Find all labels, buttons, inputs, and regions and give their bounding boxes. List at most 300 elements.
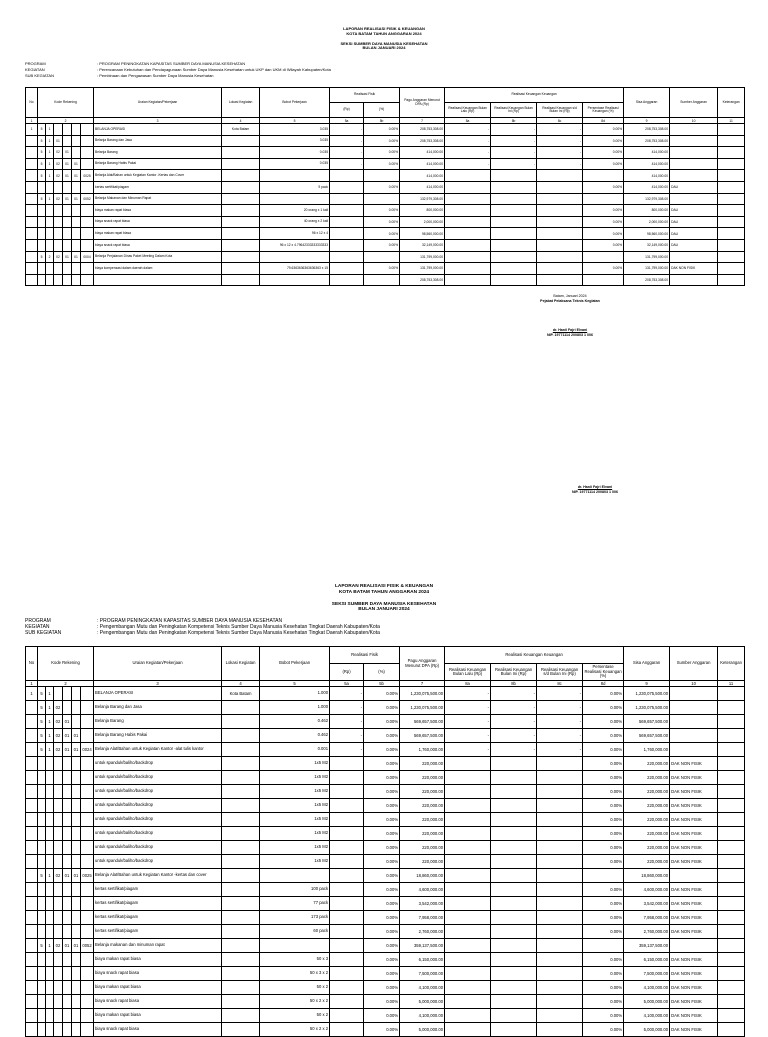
cell-pagu: 414,000.00 [400,147,445,159]
cell-kode [54,981,63,995]
cell-kode [38,757,46,771]
cell-kode: 5 [38,251,46,263]
cell-kode [63,967,72,981]
cell-sisa: 220,000.00 [624,855,670,869]
table-row [26,1023,745,1037]
cell-rk-lalu: - [445,124,491,136]
cell-kode [81,883,94,897]
cell-persen [583,170,624,182]
table-row [26,729,745,743]
cell-bobot [260,939,330,953]
cell-kode: 1 [46,135,54,147]
cell-kode: 5 [38,170,46,182]
cell-pagu: 569,657,500.00 [400,715,445,729]
cell-sisa: 6,150,000.00 [624,953,670,967]
cell-rk-lalu [445,939,491,953]
cell-no [26,274,38,286]
cell-sisa: 220,000.00 [624,827,670,841]
cell-pct: 0.00% [364,939,400,953]
cell-sisa: 32,149,000.00 [624,239,670,251]
table-row [26,687,745,701]
table-row [26,981,745,995]
cell-sisa: 131,799,000.00 [624,263,670,275]
title-line: LAPORAN REALISASI FISIK & KEUANGAN [334,584,434,589]
cell-kode: 0024 [81,743,94,757]
cell-kode [81,855,94,869]
cell-pagu: 220,000.00 [400,785,445,799]
cell-bobot: 1x5 M2 [260,855,330,869]
cell-persen: 0.00% [583,216,624,228]
cell-kode [38,274,46,286]
cell-persen: 0.00% [583,827,624,841]
table-row [26,855,745,869]
table-row [26,743,745,757]
cell-lokasi [222,827,260,841]
cell-no [26,925,38,939]
cell-rk-lalu [445,953,491,967]
cell-persen: 0.00% [583,228,624,240]
meta-row [25,630,380,636]
cell-kode [63,124,72,136]
cell-rk-ini [491,228,537,240]
cell-kode: 01 [63,147,72,159]
cell-kode: 1 [46,687,54,701]
cell-uraian: Belanja Makanan dan Minuman Rapat [94,193,222,205]
cell-kode [54,799,63,813]
cell-rk-ini [491,1023,537,1037]
cell-rk-sd: - [537,743,583,757]
report-table [25,87,745,286]
cell-pagu: 208,753,308.00 [400,274,445,286]
cell-kode [38,855,46,869]
cell-rp [330,181,364,193]
cell-sisa: 131,799,000.00 [624,251,670,263]
cell-lokasi [222,813,260,827]
cell-rk-sd [537,274,583,286]
cell-kode [63,771,72,785]
cell-rk-lalu [445,771,491,785]
cell-kode: 01 [72,158,81,170]
cell-kode [46,263,54,275]
cell-sisa: 4,600,000.00 [624,883,670,897]
cell-rk-sd [537,827,583,841]
table-row [26,193,745,205]
cell-sisa: 132,979,308.00 [624,193,670,205]
cell-kode [38,967,46,981]
cell-pagu: 220,000.00 [400,757,445,771]
cell-kode [38,1009,46,1023]
table-row [26,158,745,170]
cell-keterangan [718,135,745,147]
cell-bobot [260,274,330,286]
report-page-2 [0,540,768,1032]
cell-pagu: 5,000,000.00 [400,995,445,1009]
cell-pagu: 220,000.00 [400,841,445,855]
cell-kode [63,1023,72,1037]
cell-sumber [670,869,718,883]
signature-block [520,294,620,337]
cell-pagu: 4,100,000.00 [400,981,445,995]
cell-rk-ini [491,981,537,995]
cell-kode: 01 [63,939,72,953]
cell-kode [81,239,94,251]
cell-bobot: 9 pack [260,181,330,193]
cell-rk-lalu [445,869,491,883]
cell-pagu: 4,100,000.00 [400,1009,445,1023]
cell-kode [46,205,54,217]
cell-rk-lalu [445,911,491,925]
cell-kode [38,216,46,228]
title-line: KOTA BATAM TAHUN ANGGARAN 2024 [346,30,422,36]
cell-persen: 0.00% [583,771,624,785]
cell-kode [54,181,63,193]
cell-keterangan [718,701,745,715]
cell-sumber: DAK NON FISIK [670,263,718,275]
cell-rk-lalu [445,799,491,813]
cell-kode [38,239,46,251]
col-header-bobot: Bobot Pekerjaan [260,647,330,681]
cell-no [26,170,38,182]
cell-rk-ini [491,925,537,939]
cell-kode [72,785,81,799]
cell-rk-sd [537,939,583,953]
cell-uraian: Belanja Alat/Bahan untuk Kegiatan Kantor -kertas dan cover [94,869,222,883]
cell-kode [72,813,81,827]
cell-keterangan [718,193,745,205]
cell-rp [330,925,364,939]
cell-keterangan [718,911,745,925]
sign-name: dr. Hanii Fajri Elvani [552,327,588,332]
cell-no [26,228,38,240]
cell-kode [72,124,81,136]
cell-rp [330,841,364,855]
cell-no [26,701,38,715]
cell-keterangan [718,263,745,275]
cell-keterangan [718,228,745,240]
cell-rk-sd: - [537,135,583,147]
table-row [26,869,745,883]
cell-kode [63,263,72,275]
cell-pct: 0.00% [364,911,400,925]
cell-bobot: 1.000 [260,687,330,701]
cell-kode [46,785,54,799]
cell-kode: 01 [63,715,72,729]
cell-kode [54,1023,63,1037]
cell-uraian: BELANJA OPERASI [94,124,222,136]
cell-uraian: biaya makan rapat biasa [94,205,222,217]
cell-keterangan [718,239,745,251]
cell-sisa: 208,753,308.00 [624,274,670,286]
cell-no [26,967,38,981]
cell-rk-sd: - [537,715,583,729]
cell-kode: 01 [72,869,81,883]
report-table [25,646,745,1037]
cell-persen [583,193,624,205]
cell-keterangan [718,1009,745,1023]
table-row [26,701,745,715]
cell-kode [81,757,94,771]
cell-rk-sd: - [537,729,583,743]
cell-rk-ini [491,995,537,1009]
cell-uraian: biaya snack rapat biasa [94,239,222,251]
table-row [26,181,745,193]
cell-pagu: 359,137,500.00 [400,939,445,953]
cell-bobot: 1.000 [260,701,330,715]
cell-kode [46,813,54,827]
cell-pagu: 2,760,000.00 [400,925,445,939]
title-line: KOTA BATAM TAHUN ANGGARAN 2024 [338,589,430,595]
cell-kode [46,967,54,981]
cell-kode: 01 [54,135,63,147]
cell-no [26,799,38,813]
table-row [26,771,745,785]
title-line: SEKSI SUMBER DAYA MANUSIA KESEHATAN [340,40,428,46]
cell-kode [72,799,81,813]
cell-persen: 0.00% [583,911,624,925]
cell-persen: 0.00% [583,925,624,939]
cell-sumber [670,274,718,286]
cell-bobot: 1x5 M2 [260,785,330,799]
cell-rk-ini: - [491,701,537,715]
cell-kode: 1 [46,729,54,743]
cell-kode [38,883,46,897]
col-header-uraian: Uraian Kegiatan/Pekerjaan [94,647,222,681]
cell-sumber [670,715,718,729]
table-row [26,147,745,159]
cell-pct [364,274,400,286]
cell-sumber [670,193,718,205]
cell-persen: 0.00% [583,813,624,827]
cell-rk-lalu [445,1009,491,1023]
cell-persen: 0.00% [583,785,624,799]
meta-value: : Pengembangan Mutu dan Peningkatan Kompetensi Teknis Sumber Daya Manusia Kesehatan Tingkat Daerah Kabupaten/Kota [97,630,380,636]
cell-uraian: kertas sertifikat/piagam [94,181,222,193]
cell-rk-ini [491,193,537,205]
cell-persen: 0.00% [583,239,624,251]
cell-bobot: 50 x 3 x 2 [260,967,330,981]
col-header-realisasi-fisik: Realisasi Fisik [330,88,400,103]
cell-no [26,855,38,869]
cell-pct [364,193,400,205]
cell-kode [63,911,72,925]
cell-kode [81,687,94,701]
cell-rk-ini [491,263,537,275]
col-header-kode: Kode Rekening [38,88,94,118]
cell-pagu: 569,657,500.00 [400,729,445,743]
cell-sisa: 1,230,075,500.00 [624,687,670,701]
column-index: 5a [330,681,364,687]
cell-kode [38,1023,46,1037]
cell-keterangan [718,251,745,263]
cell-bobot: 50 x 2 x 2 [260,995,330,1009]
col-header-sumber: Sumber Anggaran [670,647,718,681]
cell-rk-ini [491,841,537,855]
cell-rk-ini [491,251,537,263]
cell-pagu: 1,230,075,500.00 [400,701,445,715]
cell-persen [583,274,624,286]
col-header-sumber: Sumber Anggaran [670,88,718,118]
cell-pagu: 7,958,000.00 [400,911,445,925]
cell-pagu: 220,000.00 [400,813,445,827]
cell-kode: 02 [54,170,63,182]
cell-bobot: 20 orang x 1 kali [260,205,330,217]
cell-kode: 02 [54,869,63,883]
cell-pct: 0.00% [364,757,400,771]
cell-rk-lalu [445,827,491,841]
cell-kode [54,953,63,967]
cell-persen: 0.00% [583,701,624,715]
cell-lokasi [222,135,260,147]
cell-rp: - [330,743,364,757]
cell-sisa: 359,137,500.00 [624,939,670,953]
cell-rk-sd [537,869,583,883]
cell-uraian: biaya snack rapat biasa [94,967,222,981]
cell-pct: 0.00% [364,813,400,827]
cell-pct: 0.00% [364,715,400,729]
cell-rk-lalu [445,251,491,263]
cell-rk-ini [491,967,537,981]
cell-sumber: DAK NON FISIK [670,841,718,855]
cell-rk-lalu [445,239,491,251]
cell-lokasi [222,925,260,939]
cell-rk-sd [537,981,583,995]
cell-sumber: DAK NON FISIK [670,925,718,939]
cell-rk-lalu [445,925,491,939]
cell-rp: - [330,124,364,136]
col-header-rk-ini: Realisasi Keuangan Bulan Ini (Rp) [491,103,537,118]
cell-bobot: 50 x 2 [260,1009,330,1023]
cell-kode [38,228,46,240]
cell-kode: 1 [46,158,54,170]
title-line: LAPORAN REALISASI FISIK & KEUANGAN [343,26,425,31]
cell-kode [46,925,54,939]
cell-rk-sd: - [537,687,583,701]
cell-rk-lalu: - [445,135,491,147]
cell-lokasi [222,701,260,715]
col-header-persen: Persentase Realisasi Keuangan (%) [583,103,624,118]
col-header-rk-lalu: Realisasi Keuangan Bulan Lalu (Rp) [445,664,491,681]
cell-kode [81,158,94,170]
cell-sisa: 98,560,000.00 [624,228,670,240]
col-header-rk-sd: Realisasi Keuangan s/d Bulan Ini (Rp) [537,103,583,118]
cell-lokasi [222,1023,260,1037]
cell-rk-ini [491,181,537,193]
cell-rk-lalu: - [445,715,491,729]
cell-pagu: 208,753,308.00 [400,135,445,147]
cell-uraian: untuk spanduk/baliho/backdrop [94,799,222,813]
cell-bobot: 60 pack [260,925,330,939]
cell-rk-sd [537,883,583,897]
cell-rk-lalu: - [445,743,491,757]
cell-kode [38,205,46,217]
cell-kode [81,841,94,855]
cell-kode [63,883,72,897]
cell-kode: 5 [38,869,46,883]
cell-bobot [260,869,330,883]
cell-rk-lalu [445,883,491,897]
col-header-kode: Kode Rekening [38,647,94,681]
cell-sumber [670,743,718,757]
column-index: 8b [491,681,537,687]
report-meta [25,618,380,636]
cell-rk-sd [537,995,583,1009]
cell-persen: 0.00% [583,897,624,911]
cell-kode [72,855,81,869]
cell-kode [54,1009,63,1023]
cell-kode [63,135,72,147]
cell-persen: 0.00% [583,147,624,159]
cell-kode [46,981,54,995]
cell-rk-ini [491,274,537,286]
cell-kode [72,953,81,967]
cell-kode [72,205,81,217]
cell-kode: 1 [46,193,54,205]
table-row [26,827,745,841]
cell-kode [46,897,54,911]
cell-bobot: 79.6363636363636363 x 15 [260,263,330,275]
cell-kode: 01 [63,193,72,205]
cell-persen: 0.00% [583,953,624,967]
cell-keterangan [718,967,745,981]
cell-pagu: 3,542,000.00 [400,897,445,911]
cell-kode [54,813,63,827]
col-header-lokasi: Lokasi Kegiatan [222,647,260,681]
cell-persen: 0.00% [583,981,624,995]
cell-kode: 1 [46,939,54,953]
cell-sumber: DAK NON FISIK [670,785,718,799]
column-index: 2 [38,118,94,124]
cell-bobot: 3.035 [260,124,330,136]
cell-rk-sd [537,193,583,205]
cell-pagu: 98,560,000.00 [400,228,445,240]
cell-sisa: 220,000.00 [624,841,670,855]
cell-rk-sd: - [537,158,583,170]
cell-pct [364,170,400,182]
cell-bobot: 96 x 12 x 4 [260,228,330,240]
cell-lokasi [222,715,260,729]
cell-rp [330,799,364,813]
cell-kode [81,715,94,729]
cell-sisa: 414,000.00 [624,147,670,159]
column-index: 8c [537,681,583,687]
cell-kode [63,687,72,701]
cell-rk-lalu [445,274,491,286]
cell-rp [330,263,364,275]
cell-pagu: 800,000.00 [400,205,445,217]
cell-rk-ini [491,897,537,911]
cell-kode: 0025 [81,869,94,883]
cell-pagu: 7,500,000.00 [400,967,445,981]
cell-kode [72,967,81,981]
title-line: BULAN JANUARI 2024 [362,45,406,51]
cell-kode [46,827,54,841]
cell-persen: 0.00% [583,841,624,855]
cell-rk-lalu: - [445,729,491,743]
cell-keterangan [718,158,745,170]
cell-kode [81,205,94,217]
cell-rk-ini [491,785,537,799]
cell-uraian: biaya makan rapat biasa [94,228,222,240]
cell-kode: 02 [54,193,63,205]
cell-rk-sd [537,967,583,981]
cell-kode [54,785,63,799]
cell-pct: 0.00% [364,729,400,743]
cell-no: 1 [26,687,38,701]
table-row [26,1009,745,1023]
cell-kode [46,1023,54,1037]
cell-kode [38,785,46,799]
cell-sumber [670,939,718,953]
